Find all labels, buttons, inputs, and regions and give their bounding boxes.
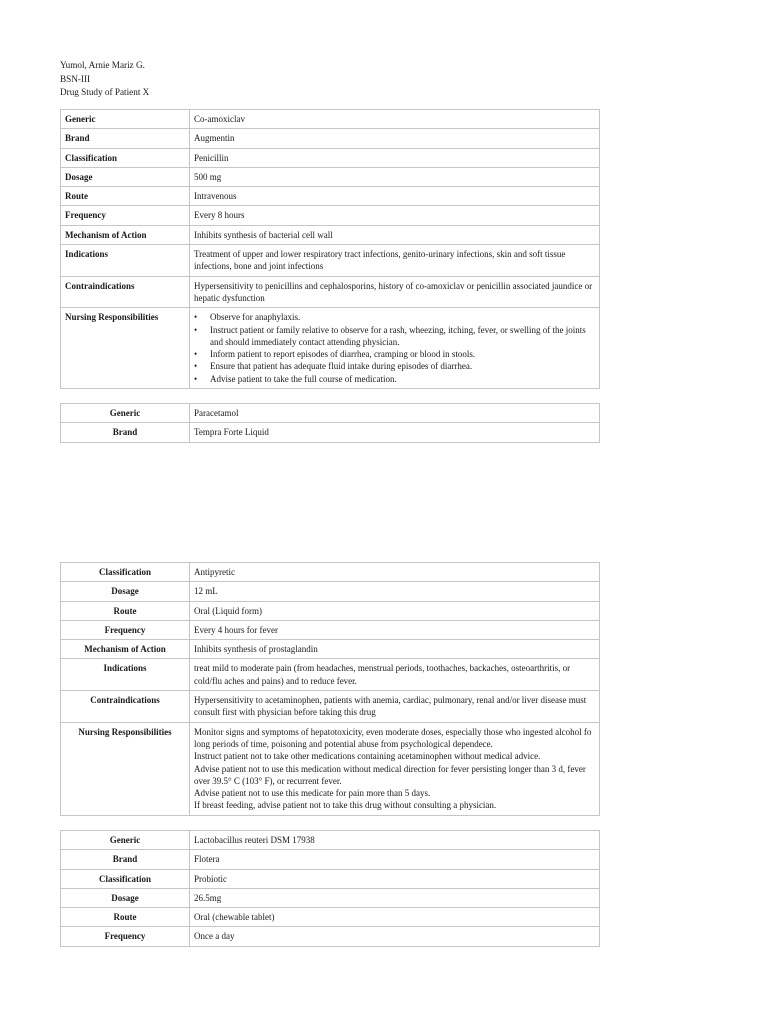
list-item <box>194 348 595 360</box>
row-value: Penicillin <box>190 148 600 167</box>
row-label: Classification <box>61 563 190 582</box>
table-row <box>61 691 600 723</box>
row-label: Generic <box>61 404 190 423</box>
document-header <box>60 59 149 100</box>
bullet-icon: • <box>194 361 198 372</box>
row-label: Route <box>61 908 190 927</box>
table-row <box>61 167 600 186</box>
table-row <box>61 927 600 946</box>
list-item-text: Observe for anaphylaxis. <box>210 312 301 323</box>
row-label: Classification <box>61 869 190 888</box>
row-value: Augmentin <box>190 129 600 148</box>
bullet-icon: • <box>194 324 198 335</box>
nursing-line: Instruct patient not to take other medications containing acetaminophen without medical advice. <box>194 751 541 762</box>
row-value: 12 mL <box>190 582 600 601</box>
table-row <box>61 225 600 244</box>
list-item <box>194 311 595 323</box>
row-label: Brand <box>61 129 190 148</box>
list-item-text: Inform patient to report episodes of diarrhea, cramping or blood in stools. <box>210 349 476 360</box>
row-value: Every 4 hours for fever <box>190 620 600 639</box>
row-label: Brand <box>61 423 190 442</box>
row-label: Brand <box>61 850 190 869</box>
row-value: Hypersensitivity to acetaminophen, patients with anemia, cardiac, pulmonary, renal and/or liver disease must consult first with physician before taking this drug <box>190 691 600 723</box>
list-item <box>194 360 595 372</box>
row-value: Tempra Forte Liquid <box>190 423 600 442</box>
table-row <box>61 620 600 639</box>
row-value: Once a day <box>190 927 600 946</box>
table-row <box>61 308 600 389</box>
table-row <box>61 129 600 148</box>
row-value: Paracetamol <box>190 404 600 423</box>
table-row <box>61 582 600 601</box>
row-label: Frequency <box>61 206 190 225</box>
list-item-text: Instruct patient or family relative to observe for a rash, wheezing, itching, fever, or swelling of the joints and should immediately contact attending physician. <box>210 324 586 347</box>
bullet-icon: • <box>194 312 198 323</box>
nursing-line: Advise patient not to use this medication without medical direction for fever persisting longer than 3 d, fever over 39.5° C (103° F), or recurrent fever. <box>194 763 586 786</box>
row-value: Flotera <box>190 850 600 869</box>
table-row <box>61 404 600 423</box>
row-value: Oral (Liquid form) <box>190 601 600 620</box>
row-label: Dosage <box>61 888 190 907</box>
table-row <box>61 276 600 308</box>
row-value: Inhibits synthesis of bacterial cell wall <box>190 225 600 244</box>
row-value: Antipyretic <box>190 563 600 582</box>
row-value: Probiotic <box>190 869 600 888</box>
row-value: Treatment of upper and lower respiratory tract infections, genito-urinary infections, skin and soft tissue infections, bone and joint infections <box>190 245 600 277</box>
table-row <box>61 831 600 850</box>
table-row <box>61 659 600 691</box>
drug-table-paracetamol-header <box>60 403 600 443</box>
row-value: 26.5mg <box>190 888 600 907</box>
nursing-line: If breast feeding, advise patient not to take this drug without consulting a physician. <box>194 800 497 811</box>
row-value: Inhibits synthesis of prostaglandin <box>190 640 600 659</box>
row-value: Lactobacillus reuteri DSM 17938 <box>190 831 600 850</box>
student-name: Yumol, Arnie Mariz G. <box>60 60 145 70</box>
document-title: Drug Study of Patient X <box>60 87 150 97</box>
row-label: Frequency <box>61 620 190 639</box>
table-row <box>61 869 600 888</box>
row-label: Nursing Responsibilities <box>61 722 190 815</box>
row-label: Mechanism of Action <box>61 640 190 659</box>
table-row <box>61 206 600 225</box>
bullet-icon: • <box>194 373 198 384</box>
row-label: Contraindications <box>61 276 190 308</box>
list-item-text: Ensure that patient has adequate fluid intake during episodes of diarrhea. <box>210 361 473 372</box>
row-value: Every 8 hours <box>190 206 600 225</box>
course-level: BSN-III <box>60 73 91 84</box>
table-row <box>61 110 600 129</box>
table-row <box>61 245 600 277</box>
list-item-text: Advise patient to take the full course of medication. <box>210 373 397 384</box>
row-label: Indications <box>61 659 190 691</box>
table-row <box>61 423 600 442</box>
row-value: Oral (chewable tablet) <box>190 908 600 927</box>
row-label: Classification <box>61 148 190 167</box>
table-row <box>61 640 600 659</box>
row-label: Nursing Responsibilities <box>61 308 190 389</box>
nursing-lines-cell <box>190 722 600 815</box>
list-item <box>194 373 595 385</box>
row-label: Contraindications <box>61 691 190 723</box>
row-label: Mechanism of Action <box>61 225 190 244</box>
drug-table-paracetamol-details <box>60 562 600 816</box>
table-row <box>61 888 600 907</box>
row-label: Route <box>61 187 190 206</box>
row-value: Hypersensitivity to penicillins and cephalosporins, history of co-amoxiclav or penicillin associated jaundice or hepatic dysfunction <box>190 276 600 308</box>
row-label: Dosage <box>61 582 190 601</box>
table-row <box>61 563 600 582</box>
row-value: 500 mg <box>190 167 600 186</box>
list-item <box>194 324 595 349</box>
table-row <box>61 148 600 167</box>
drug-table-co-amoxiclav <box>60 109 600 389</box>
row-label: Generic <box>61 831 190 850</box>
table-row <box>61 850 600 869</box>
table-row <box>61 601 600 620</box>
row-label: Generic <box>61 110 190 129</box>
nursing-list-cell <box>190 308 600 389</box>
row-value: Co-amoxiclav <box>190 110 600 129</box>
row-label: Route <box>61 601 190 620</box>
row-label: Dosage <box>61 167 190 186</box>
table-row <box>61 187 600 206</box>
row-label: Frequency <box>61 927 190 946</box>
nursing-line: Advise patient not to use this medicate for pain more than 5 days. <box>194 788 431 799</box>
table-row <box>61 908 600 927</box>
table-row <box>61 722 600 815</box>
nursing-list <box>194 311 595 385</box>
drug-table-lactobacillus <box>60 830 600 947</box>
bullet-icon: • <box>194 349 198 360</box>
nursing-line: Monitor signs and symptoms of hepatotoxicity, even moderate doses, especially those who ingested alcohol fo long periods of time, poisoning and potential abuse from psychological dependece. <box>194 726 592 749</box>
row-label: Indications <box>61 245 190 277</box>
row-value: Intravenous <box>190 187 600 206</box>
row-value: treat mild to moderate pain (from headaches, menstrual periods, toothaches, backaches, osteoarthritis, or cold/flu aches and pains) and to reduce fever. <box>190 659 600 691</box>
